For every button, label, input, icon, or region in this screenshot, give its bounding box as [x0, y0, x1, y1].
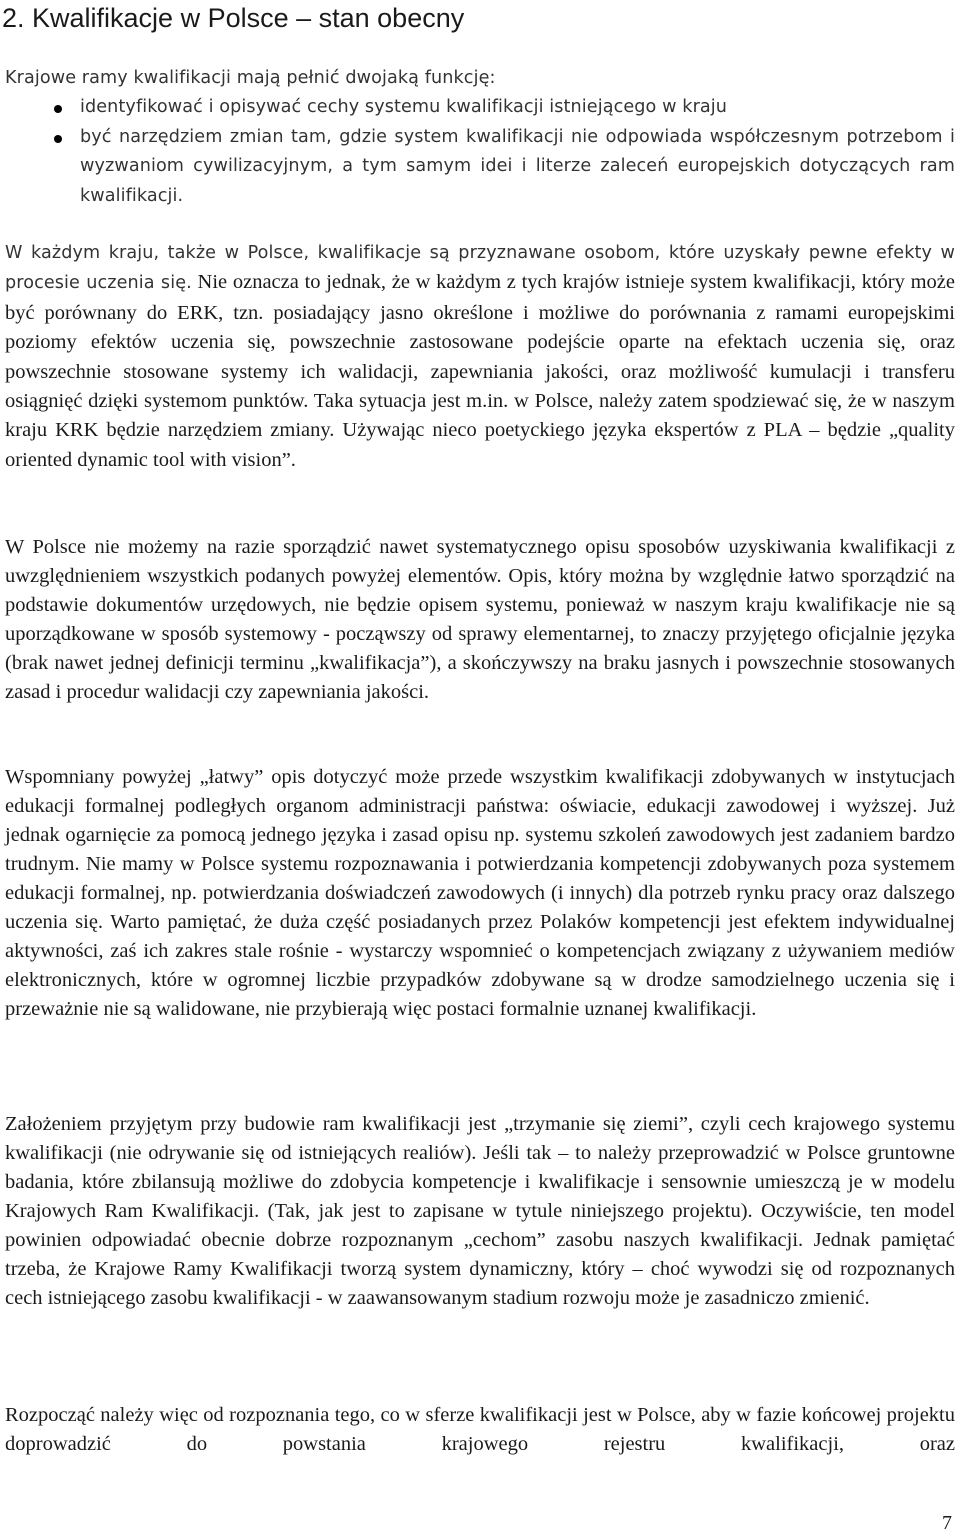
paragraph-1-sans-part: W każdym kraju, także w Polsce, kwalifikacje są przyznawane osobom, które uzyskały pewne efekty w procesie uczenia się. [5, 243, 955, 294]
bullet-list [0, 93, 955, 211]
list-item [0, 93, 955, 123]
section-heading: 2. Kwalifikacje w Polsce – stan obecny [2, 3, 465, 33]
bullet-text: być narzędziem zmian tam, gdzie system kwalifikacji nie odpowiada współczesnym potrzebom i wyzwaniom cywilizacyjnym, a tym samym idei i literze zaleceń europejskich dotyczących ram kwalifikacji. [80, 126, 955, 206]
bullet-text: identyfikować i opisywać cechy systemu kwalifikacji istniejącego w kraju [80, 97, 728, 117]
paragraph-1 [5, 238, 955, 475]
page-number: 7 [942, 1512, 952, 1534]
intro-line: Krajowe ramy kwalifikacji mają pełnić dwojaką funkcję: [5, 68, 496, 88]
paragraph-3: Wspomniany powyżej „łatwy” opis dotyczyć może przede wszystkim kwalifikacji zdobywanych w instytucjach edukacji formalnej podległych organom administracji państwa: oświacie, edukacji zawodowej i wyższej. Już jednak ogarnięcie za pomocą jednego języka i zasad opisu np. systemu szkoleń zawodowych jest zadaniem bardzo trudnym. Nie mamy w Polsce systemu rozpoznawania i potwierdzania kompetencji zdobywanych poza systemem edukacji formalnej, np. potwierdzania doświadczeń zawodowych (i innych) dla potrzeb rynku pracy oraz dalszego uczenia się. Warto pamiętać, że duża część posiadanych przez Polaków kompetencji jest efektem indywidualnej aktywności, zaś ich zakres stale rośnie - wystarczy wspomnieć o kompetencjach związany z używaniem mediów elektronicznych, które w ogromnej liczbie przypadków zdobywane są w drodze samodzielnego uczenia się i przeważnie nie są walidowane, nie przybierają więc postaci formalnie uznanej kwalifikacji. [5, 766, 955, 1020]
list-item [0, 123, 955, 212]
bullet-icon [54, 105, 62, 113]
paragraph-1-serif-part: Nie oznacza to jednak, że w każdym z tych krajów istnieje system kwalifikacji, który może być porównany do ERK, tzn. posiadający jasno określone i możliwe do porównania z ramami europejskimi poziomy efektów uczenia się, powszechnie zastosowane podejście oparte na efektach uczenia się, oraz powszechnie stosowane systemy ich walidacji, zapewniania jakości, oraz możliwość kumulacji i transferu osiągnięć dzięki systemom punktów. Taka sytuacja jest m.in. w Polsce, należy zatem spodziewać się, że w naszym kraju KRK będzie narzędziem zmiany. Używając nieco poetyckiego języka ekspertów z PLA – będzie „quality oriented dynamic tool with vision”. [5, 271, 955, 471]
paragraph-2: W Polsce nie możemy na razie sporządzić nawet systematycznego opisu sposobów uzyskiwania kwalifikacji z uwzględnieniem wszystkich podanych powyżej elementów. Opis, który można by względnie łatwo sporządzić na podstawie dokumentów urzędowych, nie będzie opisem systemu, ponieważ w naszym kraju kwalifikacje nie są uporządkowane w sposób systemowy - począwszy od sprawy elementarnej, to znaczy przyjętego oficjalnie języka (brak nawet jednej definicji terminu „kwalifikacja”), a skończywszy na braku jasnych i powszechnie stosowanych zasad i procedur walidacji czy zapewniania jakości. [5, 536, 955, 703]
paragraph-5: Rozpocząć należy więc od rozpoznania tego, co w sferze kwalifikacji jest w Polsce, aby w fazie końcowej projektu doprowadzić do powstania krajowego rejestru kwalifikacji, oraz [5, 1404, 955, 1455]
bullet-icon [54, 135, 62, 143]
paragraph-4: Założeniem przyjętym przy budowie ram kwalifikacji jest „trzymanie się ziemi”, czyli cech krajowego systemu kwalifikacji (nie odrywanie się od istniejących realiów). Jeśli tak – to należy przeprowadzić w Polsce gruntowne badania, które zbilansują możliwe do zdobycia kompetencje i kwalifikacje i sensownie umieszczą je w modelu Krajowych Ram Kwalifikacji. (Tak, jak jest to zapisane w tytule niniejszego projektu). Oczywiście, ten model powinien odpowiadać obecnie dobrze rozpoznanym „cechom” zasobu naszych kwalifikacji. Jednak pamiętać trzeba, że Krajowe Ramy Kwalifikacji tworzą system dynamiczny, który – choć wywodzi się od rozpoznanych cech istniejącego zasobu kwalifikacji - w zaawansowanym stadium rozwoju może je zasadniczo zmienić. [5, 1113, 955, 1309]
